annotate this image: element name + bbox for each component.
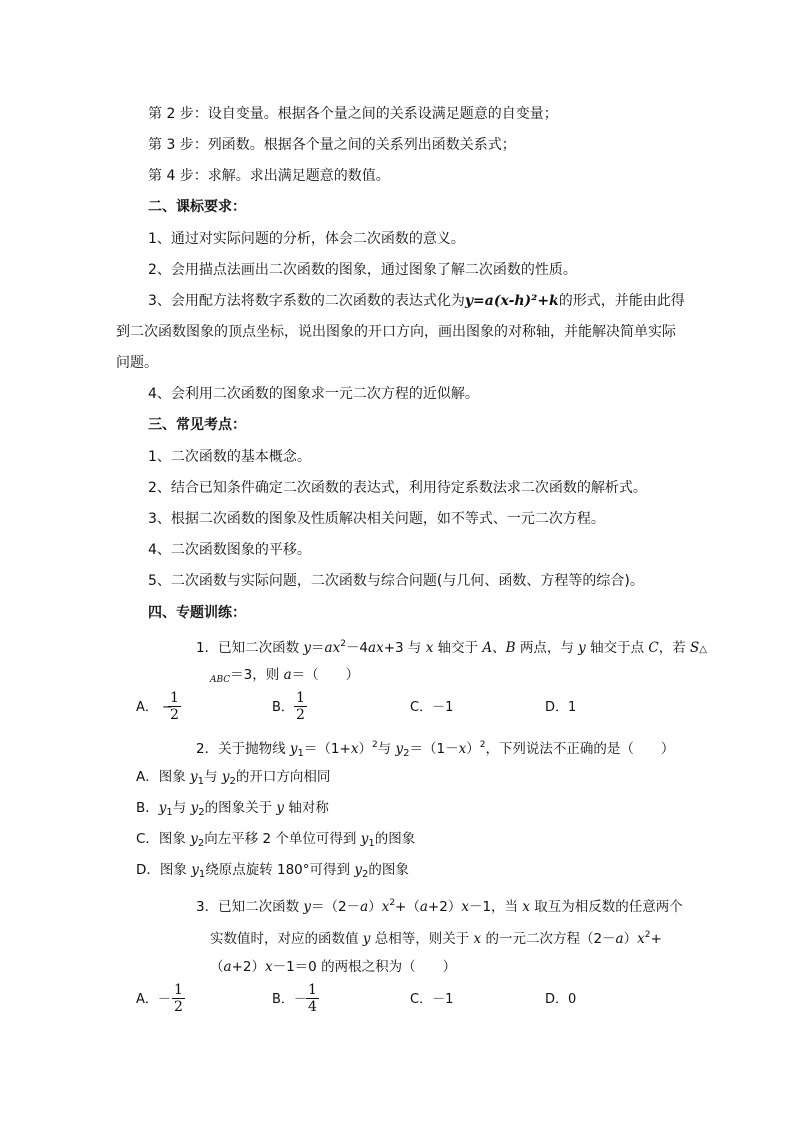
q2-text: 的图象 bbox=[374, 831, 416, 847]
q3-text: （ bbox=[210, 959, 224, 975]
step-3: 第 3 步：列函数。根据各个量之间的关系列出函数关系式； bbox=[148, 137, 516, 153]
q2-var-y: y bbox=[190, 800, 199, 816]
q1-option-a-fraction bbox=[168, 690, 181, 723]
q1-var-y: y bbox=[578, 640, 586, 656]
fraction-denominator: 2 bbox=[296, 707, 305, 723]
q2-text: 向左平移 2 个单位可得到 bbox=[204, 831, 361, 847]
q2-text: A．图象 bbox=[136, 769, 191, 785]
q1-option-c: C．－1 bbox=[410, 700, 454, 715]
q2-text: 绕原点旋转 180°可得到 bbox=[205, 862, 355, 878]
question-3-stem-line-1 bbox=[196, 893, 683, 917]
q3-text: ） bbox=[623, 931, 638, 947]
q3-option-d: D．0 bbox=[545, 992, 577, 1007]
q1-text: ，若 bbox=[658, 640, 691, 656]
q1-option-d: D．1 bbox=[545, 700, 577, 715]
q2-var-x: x bbox=[350, 741, 359, 757]
q3-text: 实数值时，对应的函数值 bbox=[210, 931, 363, 947]
triangle-icon: △ bbox=[699, 644, 707, 655]
section-3-heading: 三、常见考点： bbox=[148, 417, 246, 433]
q3-exponent: 2 bbox=[389, 898, 396, 908]
q2-text: B． bbox=[136, 800, 159, 816]
q3-text: 的一元二次方程（2－ bbox=[481, 931, 616, 947]
exam-point-2: 2、结合已知条件确定二次函数的表达式，利用待定系数法求二次函数的解析式。 bbox=[148, 480, 647, 496]
q1-text: 轴交于点 bbox=[585, 640, 649, 656]
standard-item-3-text-a: 3、会用配方法将数字系数的二次函数的表达式化为 bbox=[148, 293, 465, 309]
exam-point-5: 5、二次函数与实际问题，二次函数与综合问题(与几何、函数、方程等的综合)。 bbox=[148, 573, 644, 589]
q2-var-y: y bbox=[354, 862, 362, 878]
q2-text: 与 bbox=[172, 800, 191, 816]
q2-var-y: y bbox=[395, 741, 404, 757]
q2-subscript: 1 bbox=[198, 869, 206, 880]
q1-text: －4 bbox=[345, 640, 369, 656]
q2-var-y: y bbox=[289, 741, 298, 757]
q2-subscript: 1 bbox=[368, 838, 375, 849]
fraction-numerator: 1 bbox=[174, 982, 183, 998]
q3-var-x: x bbox=[264, 959, 273, 975]
q3-option-a-fraction bbox=[172, 982, 185, 1015]
q2-subscript: 1 bbox=[297, 748, 304, 759]
q2-option-d bbox=[136, 860, 409, 885]
fraction-denominator: 4 bbox=[308, 999, 317, 1015]
q3-var-x: x bbox=[381, 899, 390, 915]
q2-exponent: 2 bbox=[371, 740, 378, 750]
fraction-numerator: 1 bbox=[296, 690, 305, 706]
q2-option-c bbox=[136, 829, 415, 854]
q1-point-a: A bbox=[482, 640, 493, 656]
q2-text: 与 bbox=[377, 741, 396, 757]
question-2-stem bbox=[196, 735, 674, 764]
q3-option-c: C．－1 bbox=[410, 992, 454, 1007]
q2-subscript: 2 bbox=[198, 807, 205, 818]
q3-var-x: x bbox=[522, 899, 530, 915]
q3-option-b-fraction bbox=[306, 982, 319, 1015]
q2-var-x: x bbox=[458, 741, 467, 757]
q2-text: ＝（1+ bbox=[303, 741, 351, 757]
standard-item-3-text-b: 的形式，并能由此得 bbox=[558, 293, 685, 309]
q2-text: 2．关于抛物线 bbox=[196, 741, 290, 757]
q2-exponent: 2 bbox=[479, 740, 486, 750]
q3-var-x: x bbox=[461, 899, 469, 915]
q1-area-s: S bbox=[690, 640, 700, 656]
q1-var-ax: ax bbox=[368, 640, 384, 656]
standard-item-3-line-1 bbox=[148, 291, 685, 311]
q3-text: 取互为相反数的任意两个 bbox=[529, 899, 683, 915]
q1-option-a-label: A． bbox=[136, 700, 158, 715]
q3-text: + bbox=[650, 931, 662, 947]
q3-option-b-label: B．－ bbox=[272, 992, 307, 1007]
q2-text: ，下列说法不正确的是（ ） bbox=[485, 741, 675, 757]
q2-subscript: 2 bbox=[197, 838, 205, 849]
q2-var-y: y bbox=[360, 831, 369, 847]
q1-var-a: a bbox=[283, 667, 292, 683]
question-3-stem-line-2 bbox=[210, 925, 662, 949]
q3-text: +（ bbox=[395, 899, 420, 915]
q1-option-b-label: B． bbox=[272, 700, 294, 715]
q1-var-y: y bbox=[303, 640, 312, 656]
q3-var-a: a bbox=[223, 959, 232, 975]
q3-text: 3．已知二次函数 bbox=[196, 899, 304, 915]
q2-text: 的图象关于 bbox=[204, 800, 277, 816]
q3-text: +2） bbox=[231, 959, 265, 975]
q1-text: 、 bbox=[492, 640, 506, 656]
question-3-stem-line-3 bbox=[210, 957, 456, 977]
fraction-numerator: 1 bbox=[308, 982, 317, 998]
section-2-heading: 二、课标要求： bbox=[148, 199, 246, 215]
q2-text: ＝（1－ bbox=[409, 741, 459, 757]
standard-item-1: 1、通过对实际问题的分析，体会二次函数的意义。 bbox=[148, 231, 465, 247]
q2-text: 与 bbox=[204, 769, 222, 785]
q3-var-x: x bbox=[473, 931, 482, 947]
q1-var-x: x bbox=[425, 640, 434, 656]
fraction-denominator: 2 bbox=[170, 707, 179, 723]
q3-var-a: a bbox=[615, 931, 624, 947]
step-2: 第 2 步：设自变量。根据各个量之间的关系设满足题意的自变量； bbox=[148, 106, 558, 122]
standard-item-2: 2、会用描点法画出二次函数的图象，通过图象了解二次函数的性质。 bbox=[148, 262, 577, 278]
q2-text: 的图象 bbox=[368, 862, 409, 878]
q1-text: 轴交于 bbox=[433, 640, 483, 656]
q1-text: 两点，与 bbox=[515, 640, 579, 656]
q2-var-y: y bbox=[276, 800, 285, 816]
q2-option-b bbox=[136, 798, 329, 823]
q1-exponent: 2 bbox=[340, 639, 346, 649]
vertex-form-formula: y=a(x-h)²+k bbox=[464, 293, 559, 309]
q2-var-y: y bbox=[190, 769, 198, 785]
fraction-numerator: 1 bbox=[170, 690, 179, 706]
q3-text: －1＝0 的两根之积为（ ） bbox=[272, 959, 457, 975]
q3-text: +2） bbox=[427, 899, 462, 915]
q2-text: C．图象 bbox=[136, 831, 191, 847]
exam-point-4: 4、二次函数图象的平移。 bbox=[148, 542, 311, 558]
q2-text: ） bbox=[466, 741, 480, 757]
q3-exponent: 2 bbox=[644, 930, 651, 940]
q3-text: 总相等，则关于 bbox=[370, 931, 474, 947]
q3-var-a: a bbox=[360, 899, 369, 915]
q3-option-a-label: A．－ bbox=[136, 992, 171, 1007]
q2-text: D．图象 bbox=[136, 862, 192, 878]
q2-subscript: 1 bbox=[197, 776, 205, 787]
q2-var-y: y bbox=[191, 862, 199, 878]
standard-item-3-line-2: 到二次函数图象的顶点坐标，说出图象的开口方向，画出图象的对称轴，并能解决简单实际 bbox=[116, 324, 676, 340]
q3-text: ＝（2－ bbox=[311, 899, 361, 915]
question-1-stem bbox=[196, 634, 707, 660]
exam-point-1: 1、二次函数的基本概念。 bbox=[148, 449, 311, 465]
q1-point-b: B bbox=[505, 640, 516, 656]
q3-var-x: x bbox=[637, 931, 645, 947]
q2-var-y: y bbox=[190, 831, 198, 847]
q3-text: ） bbox=[368, 899, 382, 915]
fraction-denominator: 2 bbox=[174, 999, 183, 1015]
q3-var-a: a bbox=[419, 899, 428, 915]
q2-option-a bbox=[136, 767, 330, 792]
q2-text: 的开口方向相同 bbox=[235, 769, 331, 785]
q2-subscript: 1 bbox=[166, 807, 173, 818]
q1-text: ＝3，则 bbox=[230, 667, 284, 683]
q3-text: －1，当 bbox=[468, 899, 523, 915]
q2-var-y: y bbox=[158, 800, 167, 816]
q1-option-a-sign: − bbox=[162, 700, 173, 715]
q2-text: 轴对称 bbox=[284, 800, 329, 816]
q2-subscript: 2 bbox=[229, 776, 236, 787]
q1-option-b-fraction bbox=[294, 690, 307, 723]
q3-var-y: y bbox=[362, 931, 371, 947]
q2-subscript: 2 bbox=[361, 869, 369, 880]
q1-text: +3 与 bbox=[383, 640, 426, 656]
exam-point-3: 3、根据二次函数的图象及性质解决相关问题，如不等式、一元二次方程。 bbox=[148, 511, 605, 527]
q2-text: ） bbox=[358, 741, 372, 757]
q2-subscript: 2 bbox=[403, 748, 410, 759]
step-4: 第 4 步：求解。求出满足题意的数值。 bbox=[148, 168, 390, 184]
q1-triangle-name: ABC bbox=[210, 675, 231, 685]
question-1-stem-line-2 bbox=[210, 665, 359, 690]
standard-item-3-line-3: 问题。 bbox=[116, 355, 158, 371]
q2-var-y: y bbox=[221, 769, 230, 785]
q1-point-c: C bbox=[648, 640, 659, 656]
q1-text: 1．已知二次函数 bbox=[196, 640, 304, 656]
q3-var-y: y bbox=[303, 899, 312, 915]
q1-text: ＝ bbox=[311, 640, 325, 656]
section-4-heading: 四、专题训练： bbox=[148, 605, 246, 621]
standard-item-4: 4、会利用二次函数的图象求一元二次方程的近似解。 bbox=[148, 386, 479, 402]
q1-text: ＝（ ） bbox=[291, 667, 360, 683]
q1-var-ax: ax bbox=[324, 640, 341, 656]
